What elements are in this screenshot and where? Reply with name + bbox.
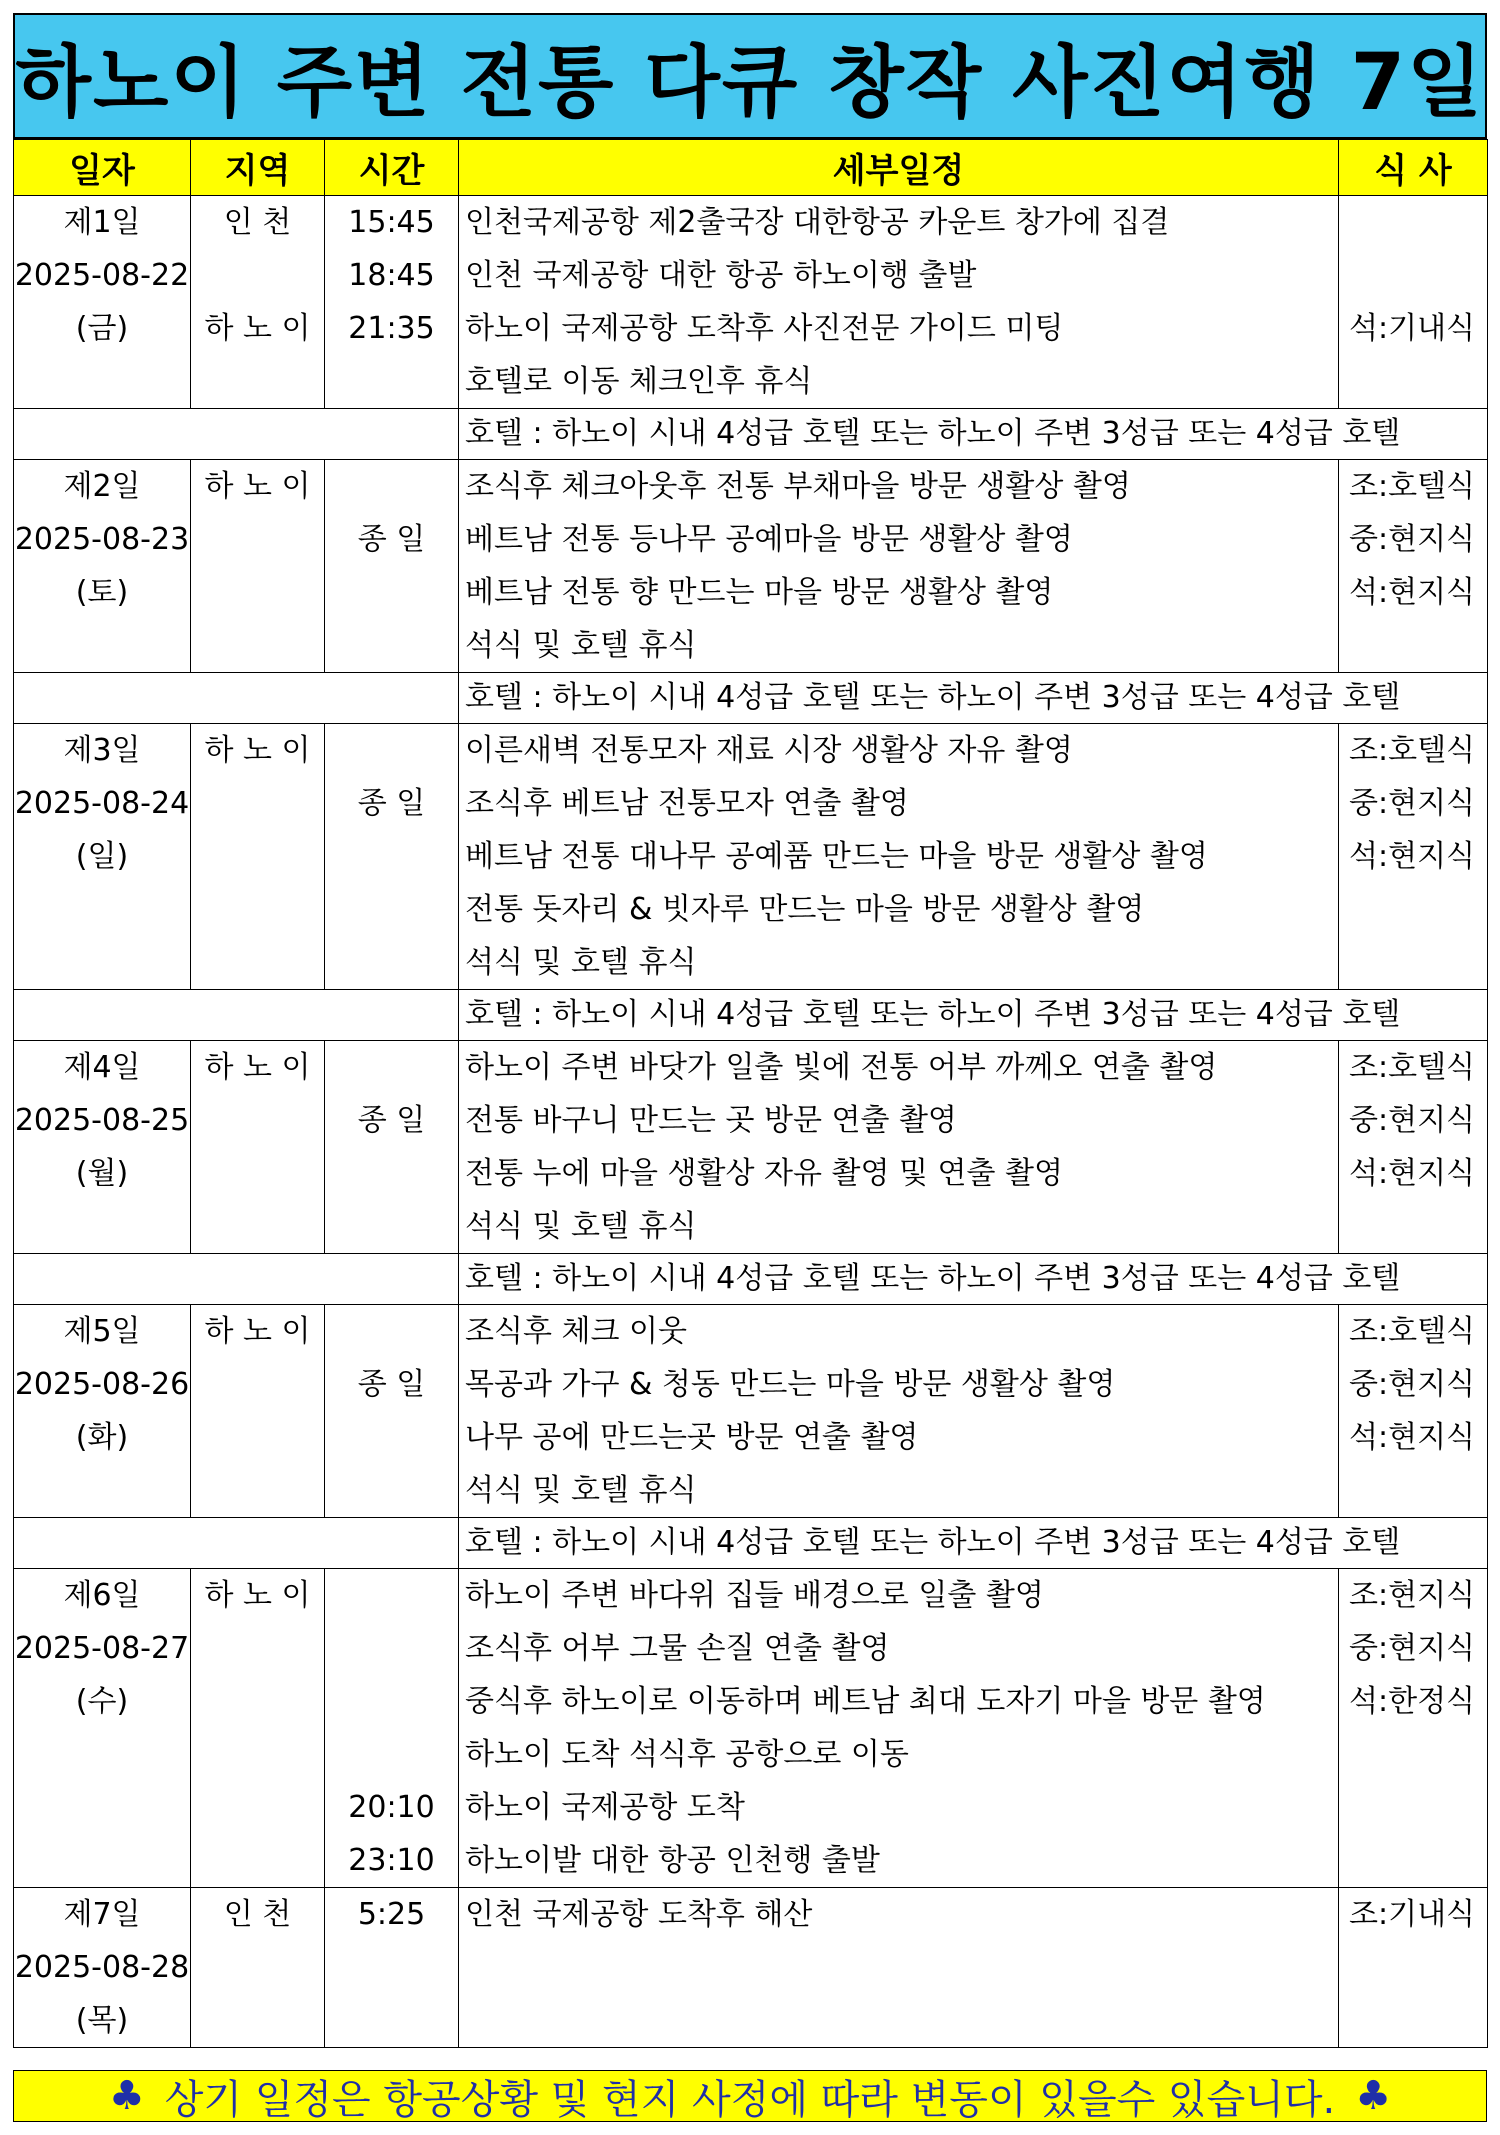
day-cell-lines xyxy=(14,1041,190,1200)
schedule-item: 하노이 주변 바닷가 일출 빛에 전통 어부 까께오 연출 촬영 xyxy=(465,1050,1218,1085)
region-text xyxy=(191,1200,324,1253)
meal-text: 중:현지식 xyxy=(1349,1367,1476,1402)
time-cell xyxy=(325,460,459,673)
hotel-cell xyxy=(459,409,1488,460)
meal-text: 조:호텔식 xyxy=(1349,469,1476,504)
region-text xyxy=(191,1675,324,1728)
meal-text xyxy=(1339,249,1487,302)
schedule-item: 하노이 국제공항 도착 xyxy=(465,1790,745,1825)
schedule-item: 전통 돗자리 & 빗자루 만드는 마을 방문 생활상 촬영 xyxy=(465,892,1145,927)
meal-text: 중:현지식 xyxy=(1349,1103,1476,1138)
day-weekday: (월) xyxy=(75,1156,129,1191)
meal-text: 석:현지식 xyxy=(1349,1420,1476,1455)
meal-text: 조:기내식 xyxy=(1349,1897,1476,1932)
day-date: 2025-08-22 xyxy=(14,258,190,293)
time-text xyxy=(325,1464,458,1517)
schedule-item: 석식 및 호텔 휴식 xyxy=(465,1473,697,1508)
time-cell-lines xyxy=(325,460,458,672)
detail-cell-lines xyxy=(459,1888,1338,2047)
meal-text: 조:현지식 xyxy=(1349,1578,1476,1613)
hotel-row-blank xyxy=(14,1518,459,1569)
hotel-row-blank xyxy=(14,673,459,724)
time-cell-lines xyxy=(325,1888,458,2047)
region-text: 하 노 이 xyxy=(204,311,311,346)
region-text xyxy=(191,355,324,408)
region-text: 하 노 이 xyxy=(204,469,311,504)
hotel-row-blank xyxy=(14,1254,459,1305)
day-weekday: (일) xyxy=(75,839,129,874)
meal-cell-lines xyxy=(1339,1888,1487,2047)
region-text: 하 노 이 xyxy=(204,1050,311,1085)
meal-text xyxy=(1339,1728,1487,1781)
region-text: 인 천 xyxy=(223,1897,292,1932)
detail-cell-lines xyxy=(459,460,1338,672)
day-cell xyxy=(14,460,191,673)
meal-cell xyxy=(1339,1041,1488,1254)
detail-cell xyxy=(459,460,1339,673)
day-row xyxy=(14,1888,1488,2048)
day-row xyxy=(14,460,1488,673)
schedule-item: 석식 및 호텔 휴식 xyxy=(465,945,697,980)
day-weekday: (금) xyxy=(75,311,129,346)
header-meal: 식 사 xyxy=(1339,140,1488,196)
detail-cell xyxy=(459,724,1339,990)
hotel-cell xyxy=(459,673,1488,724)
day-row xyxy=(14,1041,1488,1254)
meal-cell xyxy=(1339,460,1488,673)
schedule-item: 조식후 체크아웃후 전통 부채마을 방문 생활상 촬영 xyxy=(465,469,1131,504)
schedule-item: 베트남 전통 향 만드는 마을 방문 생활상 촬영 xyxy=(465,575,1054,610)
region-cell xyxy=(191,1569,325,1888)
hotel-row xyxy=(14,1254,1488,1305)
region-cell xyxy=(191,196,325,409)
schedule-item: 이른새벽 전통모자 재료 시장 생활상 자유 촬영 xyxy=(465,733,1073,768)
day-label: 제6일 xyxy=(63,1578,141,1613)
meal-cell-lines xyxy=(1339,1569,1487,1887)
meal-text: 중:현지식 xyxy=(1349,1631,1476,1666)
time-cell-lines xyxy=(325,1305,458,1517)
detail-cell-lines xyxy=(459,1305,1338,1517)
detail-cell xyxy=(459,1569,1339,1888)
day-cell xyxy=(14,1041,191,1254)
meal-text: 석:현지식 xyxy=(1349,575,1476,610)
header-detail: 세부일정 xyxy=(459,140,1339,196)
schedule-item: 인천 국제공항 대한 항공 하노이행 출발 xyxy=(465,258,977,293)
header-time: 시간 xyxy=(325,140,459,196)
club-icon: ♣ xyxy=(1355,2073,1392,2119)
detail-cell-lines xyxy=(459,1041,1338,1253)
schedule-item: 인천 국제공항 도착후 해산 xyxy=(465,1897,813,1932)
day-cell-lines xyxy=(14,1888,190,2047)
time-text xyxy=(325,883,458,936)
title-banner xyxy=(13,13,1487,139)
day-weekday: (화) xyxy=(75,1420,129,1455)
region-text xyxy=(191,936,324,989)
meal-cell xyxy=(1339,1569,1488,1888)
day-date: 2025-08-25 xyxy=(14,1103,190,1138)
day-cell-lines xyxy=(14,724,190,883)
detail-cell xyxy=(459,1305,1339,1518)
hotel-row-blank xyxy=(14,409,459,460)
time-text xyxy=(325,724,458,777)
time-text xyxy=(325,1728,458,1781)
meal-text xyxy=(1339,936,1487,989)
time-cell-lines xyxy=(325,196,458,408)
meal-text xyxy=(1339,1200,1487,1253)
meal-text xyxy=(1339,1994,1487,2047)
region-cell-lines xyxy=(191,1041,324,1253)
day-cell xyxy=(14,1888,191,2048)
region-cell xyxy=(191,724,325,990)
meal-text: 중:현지식 xyxy=(1349,522,1476,557)
meal-text xyxy=(1339,619,1487,672)
hotel-info: 호텔 : 하노이 시내 4성급 호텔 또는 하노이 주변 3성급 또는 4성급 호텔 xyxy=(465,1525,1401,1560)
meal-text: 조:호텔식 xyxy=(1349,1314,1476,1349)
region-cell xyxy=(191,460,325,673)
time-text xyxy=(325,1569,458,1622)
time-cell xyxy=(325,196,459,409)
time-cell xyxy=(325,724,459,990)
meal-cell xyxy=(1339,1888,1488,2048)
time-cell-lines xyxy=(325,1041,458,1253)
club-icon: ♣ xyxy=(108,2073,145,2119)
meal-cell xyxy=(1339,724,1488,990)
time-text xyxy=(325,355,458,408)
region-text xyxy=(191,1781,324,1834)
day-cell xyxy=(14,1569,191,1888)
meal-text xyxy=(1339,1834,1487,1887)
day-cell-lines xyxy=(14,460,190,619)
meal-text xyxy=(1339,196,1487,249)
meal-cell xyxy=(1339,196,1488,409)
time-text: 종 일 xyxy=(357,522,426,557)
schedule-item: 베트남 전통 대나무 공예품 만드는 마을 방문 생활상 촬영 xyxy=(465,839,1208,874)
time-text xyxy=(325,619,458,672)
time-text: 20:10 xyxy=(348,1790,435,1825)
meal-cell-lines xyxy=(1339,460,1487,672)
meal-text xyxy=(1339,1941,1487,1994)
schedule-item xyxy=(459,1994,1338,2047)
day-row xyxy=(14,1569,1488,1888)
day-cell-lines xyxy=(14,1569,190,1728)
schedule-item: 베트남 전통 등나무 공예마을 방문 생활상 촬영 xyxy=(465,522,1073,557)
time-text: 종 일 xyxy=(357,786,426,821)
schedule-item: 나무 공에 만드는곳 방문 연출 촬영 xyxy=(465,1420,919,1455)
region-cell xyxy=(191,1305,325,1518)
schedule-item: 하노이 주변 바다위 집들 배경으로 일출 촬영 xyxy=(465,1578,1044,1613)
region-text xyxy=(191,1834,324,1887)
region-cell-lines xyxy=(191,724,324,989)
detail-cell xyxy=(459,1041,1339,1254)
meal-cell-lines xyxy=(1339,1041,1487,1253)
time-text xyxy=(325,1994,458,2047)
region-cell xyxy=(191,1888,325,2048)
time-text: 21:35 xyxy=(348,311,435,346)
schedule-item: 조식후 베트남 전통모자 연출 촬영 xyxy=(465,786,909,821)
day-date: 2025-08-24 xyxy=(14,786,190,821)
hotel-cell xyxy=(459,1518,1488,1569)
time-text xyxy=(325,1200,458,1253)
time-text xyxy=(325,1941,458,1994)
schedule-item: 전통 누에 마을 생활상 자유 촬영 및 연출 촬영 xyxy=(465,1156,1063,1191)
hotel-info: 호텔 : 하노이 시내 4성급 호텔 또는 하노이 주변 3성급 또는 4성급 호텔 xyxy=(465,680,1401,715)
schedule-item: 조식후 어부 그물 손질 연출 촬영 xyxy=(465,1631,890,1666)
region-cell-lines xyxy=(191,1888,324,2047)
region-text xyxy=(191,619,324,672)
day-date: 2025-08-27 xyxy=(14,1631,190,1666)
day-label: 제4일 xyxy=(63,1050,141,1085)
schedule-item: 하노이발 대한 항공 인천행 출발 xyxy=(465,1843,880,1878)
day-row xyxy=(14,196,1488,409)
time-text: 18:45 xyxy=(348,258,435,293)
detail-cell xyxy=(459,196,1339,409)
meal-text: 조:호텔식 xyxy=(1349,733,1476,768)
hotel-row xyxy=(14,990,1488,1041)
detail-cell-lines xyxy=(459,1569,1338,1887)
meal-text: 석:현지식 xyxy=(1349,839,1476,874)
region-text xyxy=(191,249,324,302)
region-text xyxy=(191,1622,324,1675)
time-text: 15:45 xyxy=(348,205,435,240)
time-cell-lines xyxy=(325,724,458,989)
time-text xyxy=(325,1622,458,1675)
page-title: 하노이 주변 전통 다큐 창작 사진여행 7일 xyxy=(15,38,1485,128)
time-text xyxy=(325,566,458,619)
time-text xyxy=(325,460,458,513)
detail-cell-lines xyxy=(459,196,1338,408)
itinerary-document xyxy=(13,13,1487,2122)
time-text xyxy=(325,1147,458,1200)
hotel-row xyxy=(14,1518,1488,1569)
region-text xyxy=(191,1941,324,1994)
schedule-table xyxy=(13,139,1488,2048)
hotel-row xyxy=(14,673,1488,724)
hotel-cell xyxy=(459,1254,1488,1305)
region-cell-lines xyxy=(191,1569,324,1887)
day-cell-lines xyxy=(14,1305,190,1464)
day-cell xyxy=(14,1305,191,1518)
meal-text xyxy=(1339,355,1487,408)
header-day: 일자 xyxy=(14,140,191,196)
meal-cell-lines xyxy=(1339,724,1487,989)
region-text xyxy=(191,1094,324,1147)
hotel-info: 호텔 : 하노이 시내 4성급 호텔 또는 하노이 주변 3성급 또는 4성급 호텔 xyxy=(465,1261,1401,1296)
time-text: 23:10 xyxy=(348,1843,435,1878)
time-cell-lines xyxy=(325,1569,458,1887)
schedule-item: 인천국제공항 제2출국장 대한항공 카운트 창가에 집결 xyxy=(465,205,1170,240)
time-text xyxy=(325,1675,458,1728)
schedule-item: 석식 및 호텔 휴식 xyxy=(465,628,697,663)
time-text: 5:25 xyxy=(357,1897,426,1932)
region-text xyxy=(191,566,324,619)
region-text xyxy=(191,1464,324,1517)
schedule-item: 석식 및 호텔 휴식 xyxy=(465,1209,697,1244)
footer-text: 상기 일정은 항공상황 및 현지 사정에 따라 변동이 있을수 있습니다. xyxy=(164,2076,1336,2123)
meal-text xyxy=(1339,1464,1487,1517)
region-text xyxy=(191,777,324,830)
day-weekday: (목) xyxy=(75,2003,129,2038)
region-cell xyxy=(191,1041,325,1254)
meal-text xyxy=(1339,1781,1487,1834)
region-text xyxy=(191,1728,324,1781)
time-cell xyxy=(325,1305,459,1518)
day-cell-lines xyxy=(14,196,190,355)
header-region: 지역 xyxy=(191,140,325,196)
time-text xyxy=(325,1041,458,1094)
meal-text: 조:호텔식 xyxy=(1349,1050,1476,1085)
day-row xyxy=(14,1305,1488,1518)
region-text: 하 노 이 xyxy=(204,733,311,768)
meal-cell xyxy=(1339,1305,1488,1518)
hotel-row xyxy=(14,409,1488,460)
region-text xyxy=(191,830,324,883)
day-label: 제2일 xyxy=(63,469,141,504)
time-cell xyxy=(325,1041,459,1254)
header-row xyxy=(14,140,1488,196)
region-cell-lines xyxy=(191,1305,324,1517)
time-text xyxy=(325,936,458,989)
meal-cell-lines xyxy=(1339,1305,1487,1517)
meal-text: 중:현지식 xyxy=(1349,786,1476,821)
time-cell xyxy=(325,1888,459,2048)
time-text xyxy=(325,1305,458,1358)
schedule-item xyxy=(459,1941,1338,1994)
day-label: 제5일 xyxy=(63,1314,141,1349)
time-text xyxy=(325,1411,458,1464)
day-cell xyxy=(14,196,191,409)
footer-notice xyxy=(13,2070,1487,2122)
meal-text xyxy=(1339,883,1487,936)
region-cell-lines xyxy=(191,196,324,408)
detail-cell xyxy=(459,1888,1339,2048)
time-text: 종 일 xyxy=(357,1367,426,1402)
schedule-item: 전통 바구니 만드는 곳 방문 연출 촬영 xyxy=(465,1103,957,1138)
region-text: 인 천 xyxy=(223,205,292,240)
region-text xyxy=(191,1358,324,1411)
day-date: 2025-08-26 xyxy=(14,1367,190,1402)
region-text xyxy=(191,513,324,566)
hotel-row-blank xyxy=(14,990,459,1041)
day-date: 2025-08-23 xyxy=(14,522,190,557)
schedule-item: 하노이 도착 석식후 공항으로 이동 xyxy=(465,1737,909,1772)
region-text xyxy=(191,1147,324,1200)
hotel-info: 호텔 : 하노이 시내 4성급 호텔 또는 하노이 주변 3성급 또는 4성급 호텔 xyxy=(465,997,1401,1032)
day-weekday: (수) xyxy=(75,1684,129,1719)
region-text: 하 노 이 xyxy=(204,1314,311,1349)
day-label: 제1일 xyxy=(63,205,141,240)
region-text: 하 노 이 xyxy=(204,1578,311,1613)
schedule-item: 중식후 하노이로 이동하며 베트남 최대 도자기 마을 방문 촬영 xyxy=(465,1684,1266,1719)
day-label: 제3일 xyxy=(63,733,141,768)
time-cell xyxy=(325,1569,459,1888)
meal-text: 석:현지식 xyxy=(1349,1156,1476,1191)
day-cell xyxy=(14,724,191,990)
meal-text: 석:한정식 xyxy=(1349,1684,1476,1719)
region-text xyxy=(191,1411,324,1464)
region-text xyxy=(191,883,324,936)
hotel-info: 호텔 : 하노이 시내 4성급 호텔 또는 하노이 주변 3성급 또는 4성급 호텔 xyxy=(465,416,1401,451)
meal-text: 석:기내식 xyxy=(1349,311,1476,346)
detail-cell-lines xyxy=(459,724,1338,989)
region-cell-lines xyxy=(191,460,324,672)
schedule-item: 목공과 가구 & 청동 만드는 마을 방문 생활상 촬영 xyxy=(465,1367,1116,1402)
time-text: 종 일 xyxy=(357,1103,426,1138)
day-label: 제7일 xyxy=(63,1897,141,1932)
time-text xyxy=(325,830,458,883)
schedule-item: 조식후 체크 이웃 xyxy=(465,1314,687,1349)
day-date: 2025-08-28 xyxy=(14,1950,190,1985)
hotel-cell xyxy=(459,990,1488,1041)
day-weekday: (토) xyxy=(75,575,129,610)
meal-cell-lines xyxy=(1339,196,1487,408)
day-row xyxy=(14,724,1488,990)
schedule-item: 호텔로 이동 체크인후 휴식 xyxy=(465,364,813,399)
region-text xyxy=(191,1994,324,2047)
schedule-item: 하노이 국제공항 도착후 사진전문 가이드 미팅 xyxy=(465,311,1064,346)
